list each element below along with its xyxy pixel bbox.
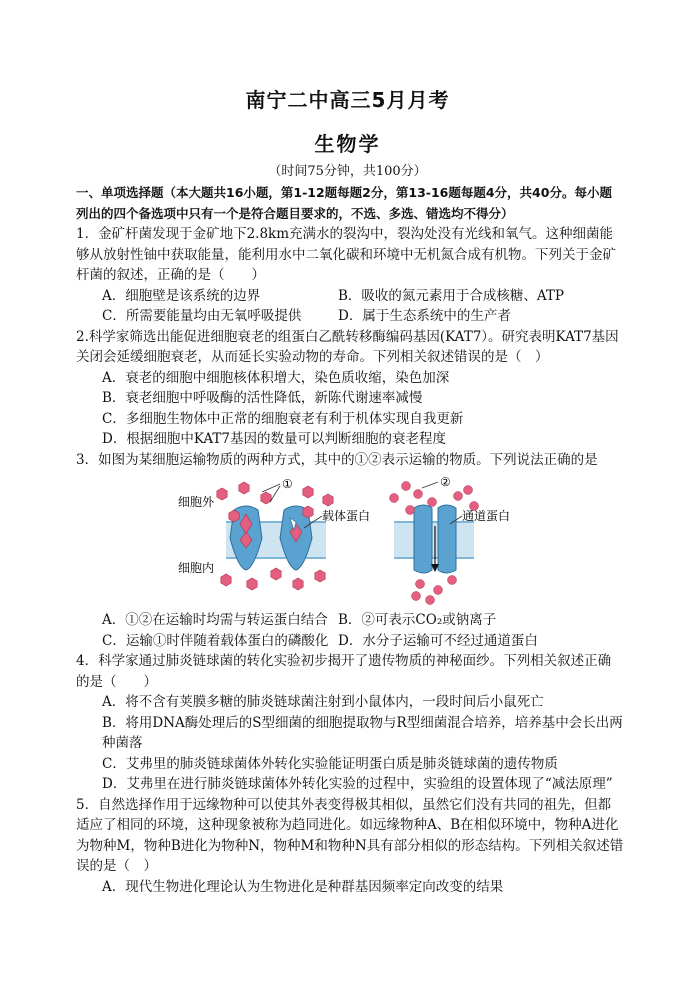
q4-option-d: D．艾弗里在进行肺炎链球菌体外转化实验的过程中，实验组的设置体现了“减法原理” (102, 776, 613, 792)
label-outside: 细胞外 (178, 495, 215, 509)
label-molecule-1: ① (282, 477, 293, 491)
label-molecule-2: ② (440, 475, 451, 489)
q4-option-b: B．将用DNA酶处理后的S型细菌的细胞提取物与R型细菌混合培养，培养基中会长出两种菌落 (102, 714, 623, 751)
exam-title: 南宁二中高三5月月考 (245, 88, 450, 112)
molecule-1-hexagon (293, 578, 303, 590)
molecule-2-dot (390, 494, 399, 503)
time-info: （时间75分钟，共100分） (268, 164, 427, 179)
q2-option-b: B．衰老细胞中呼吸酶的活性降低，新陈代谢速率减慢 (102, 390, 423, 406)
molecule-1-hexagon (247, 578, 257, 590)
molecule-2-dot (454, 492, 463, 501)
molecule-1-hexagon (217, 488, 227, 500)
molecule-2-dot (428, 498, 437, 507)
channel-protein (414, 505, 456, 573)
q1-option-d: D．属于生态系统中的生产者 (338, 308, 511, 324)
q2-option-d: D．根据细胞中KAT7基因的数量可以判断细胞的衰老程度 (102, 431, 446, 447)
molecule-1-hexagon (271, 568, 281, 580)
molecule-2-dot (416, 580, 425, 589)
transport-figure (76, 472, 624, 606)
molecule-1-hexagon (221, 574, 231, 586)
q3-options-cd (76, 631, 624, 652)
molecule-2-dot (464, 486, 473, 495)
q3-option-a: A．①②在运输时均需与转运蛋白结合 (102, 612, 328, 628)
q1-option-a: A．细胞壁是该系统的边界 (102, 287, 261, 304)
q4-option-c: C．艾弗里的肺炎链球菌体外转化实验能证明蛋白质是肺炎链球菌的遗传物质 (102, 755, 558, 772)
transport-diagram (76, 472, 624, 606)
label-carrier: 载体蛋白 (322, 509, 371, 523)
molecule-2-dot (414, 490, 423, 499)
molecule-2-dot (402, 482, 411, 491)
question-content (76, 183, 624, 897)
molecule-2-dot (434, 586, 443, 595)
membrane-right (394, 522, 474, 558)
section-heading: 一、单项选择题（本大题共16小题，第1-12题每题2分，第13-16题每题4分，共40分。每小题列出的四个备选项中只有一个是符合题目要求的，不选、多选、错选均不得分） (76, 185, 612, 221)
q1-options-ab (76, 286, 624, 307)
q5-stem: 5．自然选择作用于远缘物种可以使其外表变得极其相似，虽然它们没有共同的祖先，但都适应了相同的环境，这种现象被称为趋同进化。如远缘物种A、B在相似环境中，物种A进化为物种M，物种B进化为物种N，物种M和物种N具有部分相似的形态结构。下列相关叙述错误的是（ ） (76, 796, 624, 874)
q1-option-c: C．所需要能量均由无氧呼吸提供 (102, 308, 302, 324)
molecule-1-hexagon (303, 486, 313, 498)
q1-options-cd (76, 306, 624, 327)
molecule-2-dot (426, 596, 435, 605)
q3-stem: 3．如图为某细胞运输物质的两种方式，其中的①②表示运输的物质。下列说法正确的是 (76, 451, 598, 468)
molecule-1-hexagon (315, 570, 325, 582)
molecule-1-hexagon (239, 482, 249, 494)
q5-option-a: A．现代生物进化理论认为生物进化是种群基因频率定向改变的结果 (102, 878, 504, 895)
molecule-1-hexagon (261, 492, 271, 504)
label-inside: 细胞内 (178, 561, 215, 575)
q3-options-ab (76, 610, 624, 631)
q1-option-b: B．吸收的氮元素用于合成核糖、ATP (338, 287, 565, 304)
molecule-2-dot (406, 506, 415, 515)
molecule-1-hexagon (323, 494, 333, 506)
q4-option-a: A．将不含有荚膜多糖的肺炎链球菌注射到小鼠体内，一段时间后小鼠死亡 (102, 694, 544, 710)
q4-stem: 4．科学家通过肺炎链球菌的转化实验初步揭开了遗传物质的神秘面纱。下列相关叙述正确的是（ ） (76, 653, 612, 690)
subject-title: 生物学 (314, 132, 381, 156)
molecule-2-dot (412, 592, 421, 601)
q3-option-b: B．②可表示CO₂或钠离子 (338, 612, 497, 628)
q2-stem: 2.科学家筛选出能促进细胞衰老的组蛋白乙酰转移酶编码基因(KAT7）。研究表明KAT7基因关闭会延缓细胞衰老，从而延长实验动物的寿命。下列相关叙述错误的是（ ） (76, 328, 619, 365)
molecule-2-dot (448, 576, 457, 585)
q2-option-a: A．衰老的细胞中细胞核体积增大，染色质收缩，染色加深 (102, 369, 450, 386)
q1-stem: 1．金矿杆菌发现于金矿地下2.8km充满水的裂沟中，裂沟处没有光线和氧气。这种细菌能够从放射性铀中获取能量，能利用水中二氧化碳和环境中无机氮合成有机物。下列关于金矿杆菌的叙述，正确的是（ ） (76, 226, 616, 283)
molecule-1-hexagon (229, 510, 239, 522)
q2-option-c: C．多细胞生物体中正常的细胞衰老有利于机体实现自我更新 (102, 410, 464, 427)
q3-option-c: C．运输①时伴随着载体蛋白的磷酸化 (102, 632, 329, 649)
molecule-1-hexagon (303, 506, 313, 518)
label-channel: 通道蛋白 (462, 509, 511, 523)
q3-option-d: D．水分子运输可不经过通道蛋白 (338, 632, 538, 649)
